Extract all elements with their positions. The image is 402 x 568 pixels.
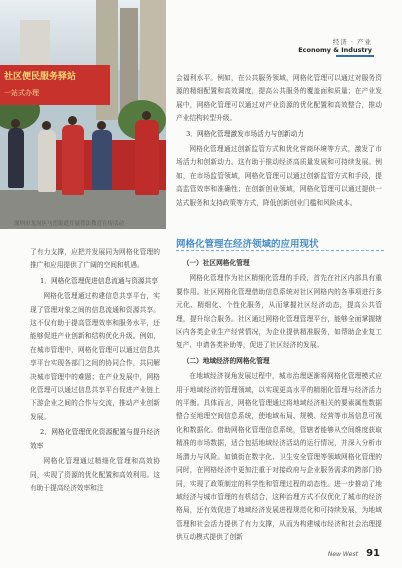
paragraph: 在地域经济视角发展过程中，城市治理逐渐将网格化管理模式应用于地域经济的管理领域，以实现更高水平的精细化管理与经济活力的平衡。具体而言，网格化管理通过将地域经济相关的要素属性数据整合至地理空间信息系统，使地域布局、规模、经营等市场信息可视化和数据化。借助网格化管理信息系统，管辖者能够从空间维度获取精准的市场数据，适合包括地域经济活动的运行情况，并深入分析市场潜力与风险。如镇街在数字化、卫生安全管理等领域网格化管理的同时，在网格经济中更加注重于对接政府与企业服务需求的跨部门协同，实现了政策制定的科学性和管理过程的动态性。进一步推动了地域经济与城市管理的有机结合，这种治理方式不仅优化了城市的经济格局，还有效促进了地域经济发展进程规范化和可持续发展，为地域管理和社会活力提供了有力支撑，从而为构建城市经济和社会治理提供互动模式提供了创新 bbox=[176, 372, 382, 542]
photo-person bbox=[135, 120, 159, 195]
subheading: 3．网格化管理激发市场活力与创新动力 bbox=[186, 129, 304, 138]
paragraph: 网格化管理通过构建信息共享平台，实现了管理对象之间的信息流通和资源共享。这不仅有助于提高管理效率和服务水平，还能够促进产业创新和结构优化升级。例如，在城市管理中，网格化管理可以通过信息共享平台实现各部门之间的协同合作，共同解决城市管理中的难题；在产业发展中，网格化管理可以通过信息共享平台促进产业链上下游企业之间的合作与交流，推动产业创新发展。 bbox=[30, 292, 160, 421]
photo-head bbox=[42, 121, 51, 130]
photo-person bbox=[8, 128, 24, 188]
paragraph: 网格化管理通过精细化管理和高效协同，实现了资源的优化配置和高效利用。这有助于提高经济效率和注 bbox=[30, 457, 160, 492]
photo-building bbox=[20, 20, 50, 70]
subheading: 1．网格化管理促进信息流通与资源共享 bbox=[40, 276, 158, 285]
paragraph: 网格化管理作为社区精细化管理的手段，首先在社区内部具有重要作用。社区网格化管理借助信息系统对社区网格内的各事项进行多元化、精细化、个性化服务，从而掌握社区经济动态，提高公共管理，提升综合服务。社区通过网格化管理管理平台，能够全面掌握辖区内各类企业生产经营情况，为企业提供精准服务，如帮助企业复工复产、申请各类补助等，促进了社区经济的发展。 bbox=[176, 274, 382, 350]
photo-person bbox=[38, 130, 56, 192]
footer-brand: New West bbox=[327, 551, 358, 558]
right-column-bottom bbox=[176, 255, 382, 542]
header-accent-line bbox=[336, 55, 374, 57]
subheading: （一）社区网格化管理 bbox=[182, 259, 250, 267]
section-header-en: Economy & Industry bbox=[298, 46, 372, 54]
section-header bbox=[298, 37, 372, 54]
paragraph: 会福利水平。例如，在公共服务领域，网格化管理可以通过对服务资源的精细配置和高效调度，提高公共服务的覆盖面和质量；在产业发展中，网格化管理可以通过对产业资源的优化配置和高效整合，推动产业结构转型升级。 bbox=[176, 74, 382, 123]
photo-head bbox=[97, 121, 106, 130]
paragraph: 了有力支撑，应把并发展同为网格化管理的推广和应用提供了广阔的空间和机遇。 bbox=[30, 248, 160, 270]
banner-text: 社区便民服务驿站 bbox=[4, 72, 77, 82]
page-number: 91 bbox=[366, 548, 380, 559]
event-photo bbox=[0, 0, 166, 229]
photo-head bbox=[142, 111, 151, 120]
photo-head bbox=[68, 116, 77, 125]
photo-caption: 深圳市龙岗区马峦街道开展普法教育宣传活动 bbox=[14, 221, 125, 227]
section-header-cn: 经济 · 产业 bbox=[332, 38, 372, 46]
section-divider bbox=[176, 250, 384, 251]
section-title: 网格化管理在经济领域的应用现状 bbox=[176, 239, 319, 250]
subheading: （二）地域经济的网格化管理 bbox=[182, 356, 270, 365]
photo-person bbox=[62, 125, 84, 195]
left-column bbox=[30, 246, 160, 546]
right-column-top bbox=[176, 72, 382, 230]
photo-head bbox=[11, 119, 20, 128]
photo-person bbox=[92, 130, 112, 190]
subheading: 2．网格化管理优化资源配置与提升经济效率 bbox=[30, 428, 160, 450]
banner-subtext: 一站式办理 bbox=[4, 89, 39, 97]
page-footer bbox=[328, 541, 380, 560]
paragraph: 网格化管理通过创新监管方式和优化营商环境等方式，激发了市场活力和创新动力。这有助于推动经济高质量发展和可持续发展。例如，在市场监管领域，网格化管理可以通过创新监管方式和手段，提高监管效率和准确性；在创新创业领域，网格化管理可以通过提供一站式服务和支持政策等方式，降低创新创业门槛和风险成本。 bbox=[176, 145, 382, 207]
